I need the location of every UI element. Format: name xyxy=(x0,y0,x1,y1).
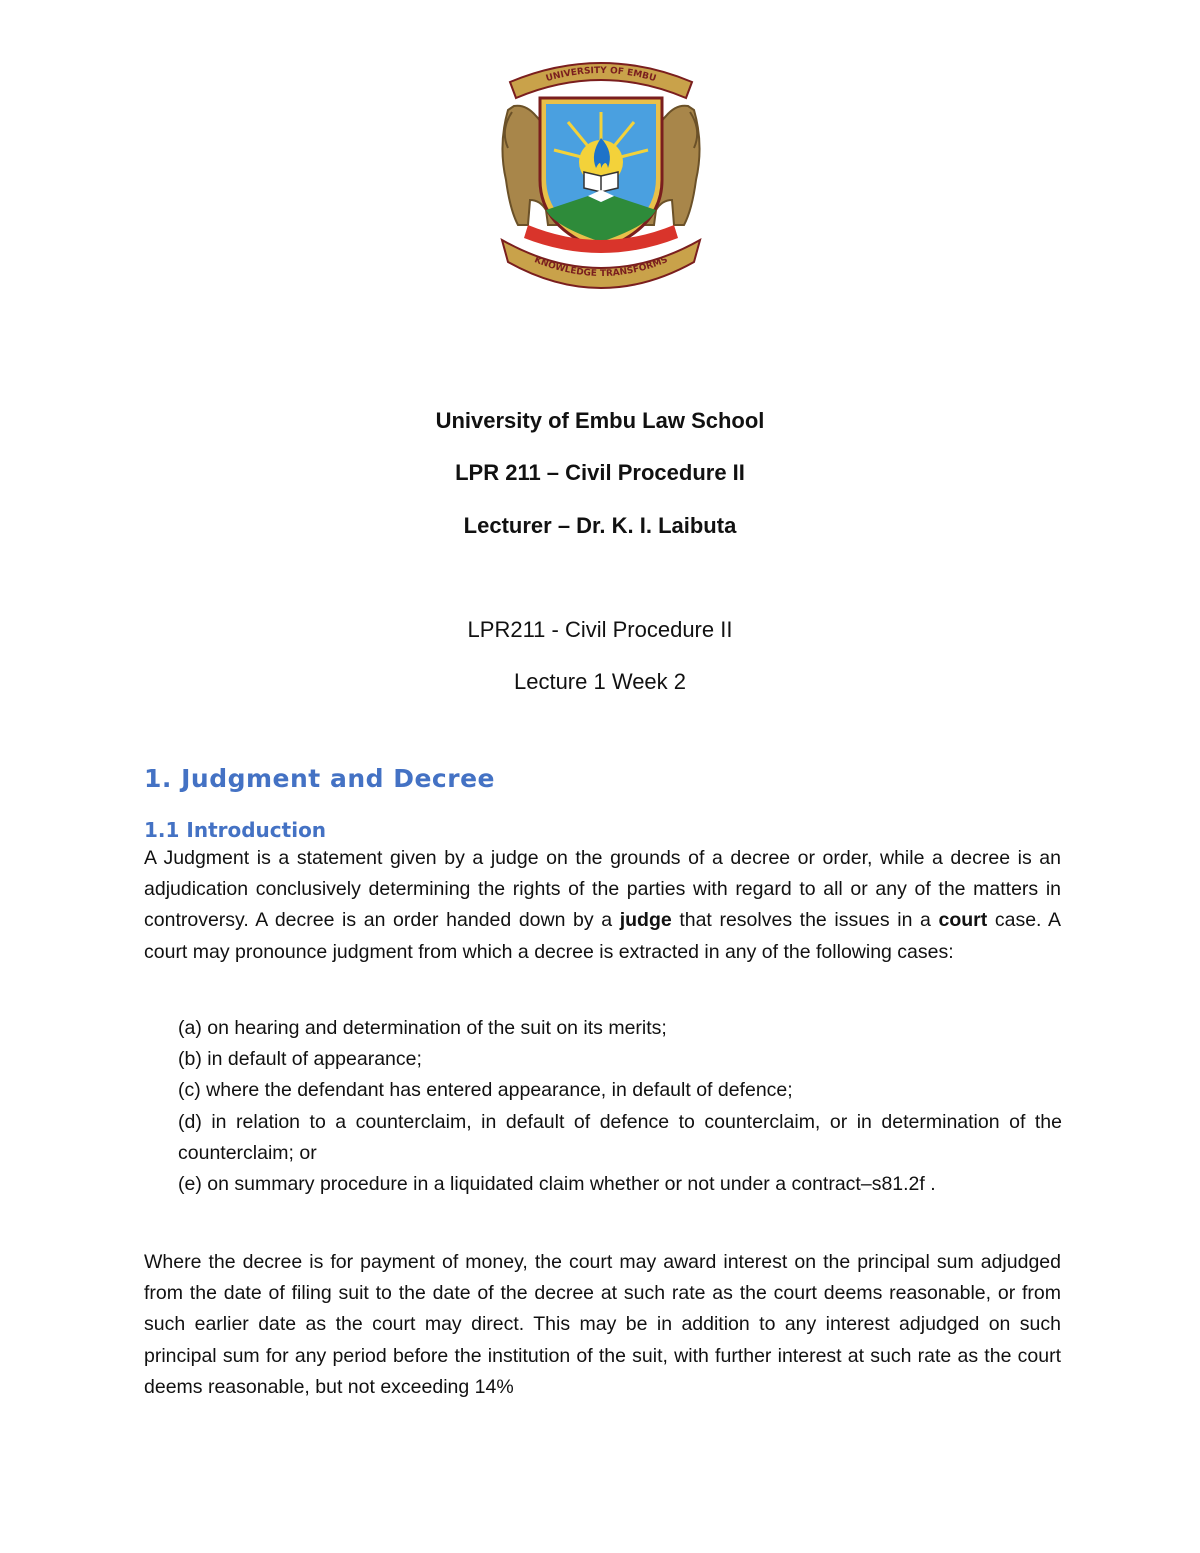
lecture-week: Lecture 1 Week 2 xyxy=(513,669,687,694)
keyword-court: court xyxy=(938,909,988,932)
interest-paragraph: Where the decree is for payment of money, the court may award interest on the principal sum adjudged from the date of filing suit to the date of the decree at such rate as the court deems reasonable, or from such earlier date as the court may direct. This may be in addition to any interest adjudged on such principal sum for any period before the institution of the suit, with further interest at such rate as the court deems reasonable, but not exceeding 14% xyxy=(144,1251,1061,1398)
cases-list xyxy=(178,1013,1062,1200)
course-code: LPR211 - Civil Procedure II xyxy=(467,617,733,642)
list-item: (a) on hearing and determination of the suit on its merits; xyxy=(178,1017,667,1039)
list-item: (e) on summary procedure in a liquidated claim whether or not under a contract–s81.2f . xyxy=(178,1173,936,1196)
keyword-judge: judge xyxy=(619,909,672,932)
course-title: LPR 211 – Civil Procedure II xyxy=(455,460,745,485)
section-subheading: 1.1 Introduction xyxy=(144,818,327,842)
lecturer-name: Lecturer – Dr. K. I. Laibuta xyxy=(463,513,737,538)
list-item: (b) in default of appearance; xyxy=(178,1048,422,1071)
list-item: (c) where the defendant has entered appearance, in default of defence; xyxy=(178,1079,793,1102)
intro-paragraph: A Judgment is a statement given by a judge on the grounds of a decree or order, while a decree is an adjudication conclusively determining the rights of the parties with regard to all or any of the matters in controversy. A decree is an order handed down by a judge that resolves the issues in a court case. A court may pronounce judgment from which a decree is extracted in any of the following cases: xyxy=(144,847,1061,963)
svg-text:KNOWLEDGE TRANSFORMS: KNOWLEDGE TRANSFORMS xyxy=(532,255,670,280)
svg-text:UNIVERSITY OF EMBU: UNIVERSITY OF EMBU xyxy=(544,65,658,85)
section-heading: 1. Judgment and Decree xyxy=(144,764,495,793)
list-item: (d) in relation to a counterclaim, in default of defence to counterclaim, or in determination of the counterclaim; or xyxy=(178,1110,1062,1164)
university-crest-logo xyxy=(488,50,714,290)
school-name: University of Embu Law School xyxy=(435,408,765,433)
